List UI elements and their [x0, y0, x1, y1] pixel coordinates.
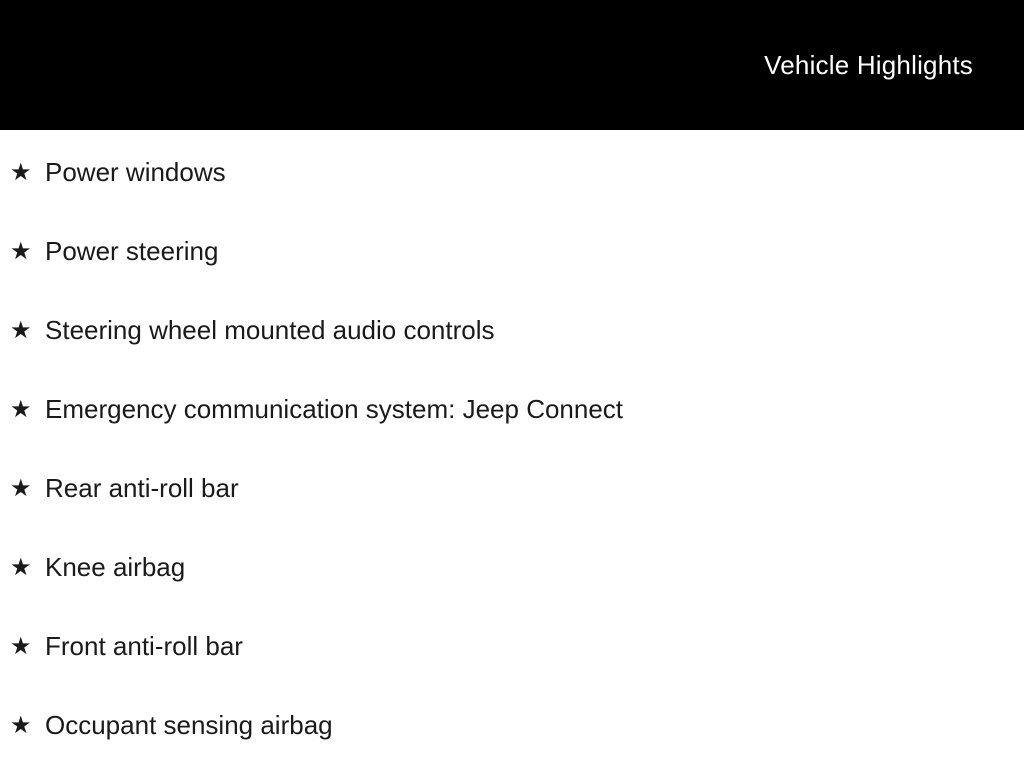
- list-item: [0, 370, 1024, 449]
- list-item: [0, 607, 1024, 686]
- star-icon: ★: [10, 474, 32, 502]
- highlight-item-label: Front anti-roll bar: [45, 630, 243, 661]
- highlight-item-label: Power windows: [45, 156, 226, 187]
- list-item: [0, 133, 1024, 212]
- star-icon: ★: [10, 237, 32, 265]
- list-item: [0, 449, 1024, 528]
- highlight-item-label: Power steering: [45, 235, 219, 266]
- list-item: [0, 686, 1024, 765]
- page-title: Vehicle Highlights: [764, 50, 973, 80]
- star-icon: ★: [10, 395, 32, 423]
- list-item: [0, 212, 1024, 291]
- star-icon: ★: [10, 316, 32, 344]
- header-bar: [0, 0, 1024, 130]
- star-icon: ★: [10, 158, 32, 186]
- highlight-item-label: Emergency communication system: Jeep Connect: [45, 393, 624, 424]
- highlight-item-label: Rear anti-roll bar: [45, 472, 239, 503]
- star-icon: ★: [10, 553, 32, 581]
- list-item: [0, 291, 1024, 370]
- list-item: [0, 528, 1024, 607]
- highlight-item-label: Knee airbag: [45, 551, 186, 582]
- highlight-item-label: Occupant sensing airbag: [45, 709, 333, 740]
- star-icon: ★: [10, 711, 32, 739]
- vehicle-highlights-list: [0, 130, 1024, 765]
- highlight-item-label: Steering wheel mounted audio controls: [45, 314, 495, 345]
- star-icon: ★: [10, 632, 32, 660]
